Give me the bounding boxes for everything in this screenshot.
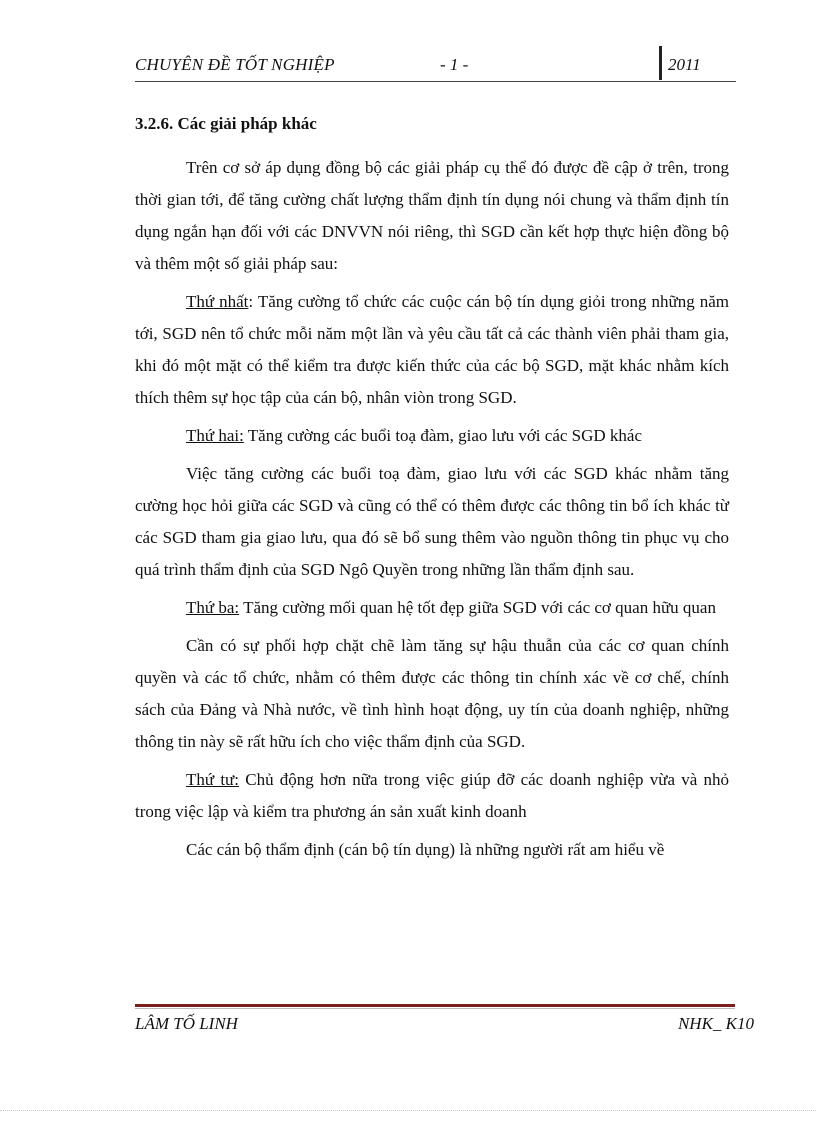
- first-solution-label: Thứ nhất: [186, 292, 249, 311]
- header-year: 2011: [668, 55, 701, 74]
- header-divider: [659, 46, 662, 80]
- third-solution-text: Tăng cường mối quan hệ tốt đẹp giữa SGD với các cơ quan hữu quan: [239, 598, 716, 617]
- second-solution-label: Thứ hai:: [186, 426, 244, 445]
- header-page-number: - 1 -: [440, 55, 469, 74]
- first-solution-paragraph: [135, 286, 729, 414]
- fourth-solution-title: [135, 764, 729, 828]
- fourth-solution-paragraph: Các cán bộ thẩm định (cán bộ tín dụng) là những người rất am hiểu về: [186, 840, 665, 859]
- footer-author: LÂM TỐ LINH: [135, 1014, 238, 1033]
- page-edge-dots: [0, 1110, 816, 1111]
- header-title: CHUYÊN ĐỀ TỐT NGHIỆP: [135, 55, 335, 74]
- footer-rule-thin: [135, 1008, 735, 1009]
- section-heading: 3.2.6. Các giải pháp khác: [135, 114, 317, 133]
- body-content: [135, 107, 729, 872]
- intro-paragraph: Trên cơ sở áp dụng đồng bộ các giải pháp cụ thể đó được đề cập ở trên, trong thời gian tới, để tăng cường chất lượng thẩm định tín dụng nói chung và thẩm định tín dụng ngắn hạn đối với các DNVVN nói riêng, thì SGD cần kết hợp thực hiện đồng bộ và thêm một số giải pháp sau:: [135, 158, 729, 273]
- footer-class: NHK_ K10: [677, 1014, 754, 1033]
- fourth-solution-label: Thứ tư:: [186, 770, 239, 789]
- third-solution-title: [135, 592, 729, 624]
- second-solution-text: Tăng cường các buổi toạ đàm, giao lưu với các SGD khác: [243, 426, 643, 445]
- first-solution-text: : Tăng cường tổ chức các cuộc cán bộ tín dụng giỏi trong những năm tới, SGD nên tổ chức mỗi năm một lần và yêu cầu tất cả các thành viên phải tham gia, khi đó một mặt có thể kiểm tra được kiến thức của các bộ SGD, mặt khác nhằm kích thích thêm sự học tập của cán bộ, nhân viòn trong SGD.: [135, 292, 729, 407]
- second-solution-paragraph: Việc tăng cường các buổi toạ đàm, giao lưu với các SGD khác nhằm tăng cường học hỏi giữa các SGD và cũng có thể có thêm được các thông tin bổ ích khác từ các SGD tham gia giao lưu, qua đó sẽ bổ sung thêm vào nguồn thông tin phục vụ cho quá trình thẩm định của SGD Ngô Quyền trong những lần thẩm định sau.: [135, 464, 729, 579]
- third-solution-paragraph: Cần có sự phối hợp chặt chẽ làm tăng sự hậu thuẫn của các cơ quan chính quyền và các tổ chức, nhằm có thêm được các thông tin chính xác về cơ chế, chính sách của Đảng và Nhà nước, về tình hình hoạt động, uy tín của doanh nghiệp, những thông tin này sẽ rất hữu ích cho việc thẩm định của SGD.: [135, 636, 729, 751]
- footer-rule: [135, 1004, 735, 1007]
- fourth-solution-text: Chủ động hơn nữa trong việc giúp đỡ các doanh nghiệp vừa và nhỏ trong việc lập và kiểm tra phương án sản xuất kinh doanh: [135, 770, 729, 821]
- third-solution-label: Thứ ba:: [186, 598, 240, 617]
- header-rule: [135, 81, 736, 82]
- second-solution-title: [135, 420, 729, 452]
